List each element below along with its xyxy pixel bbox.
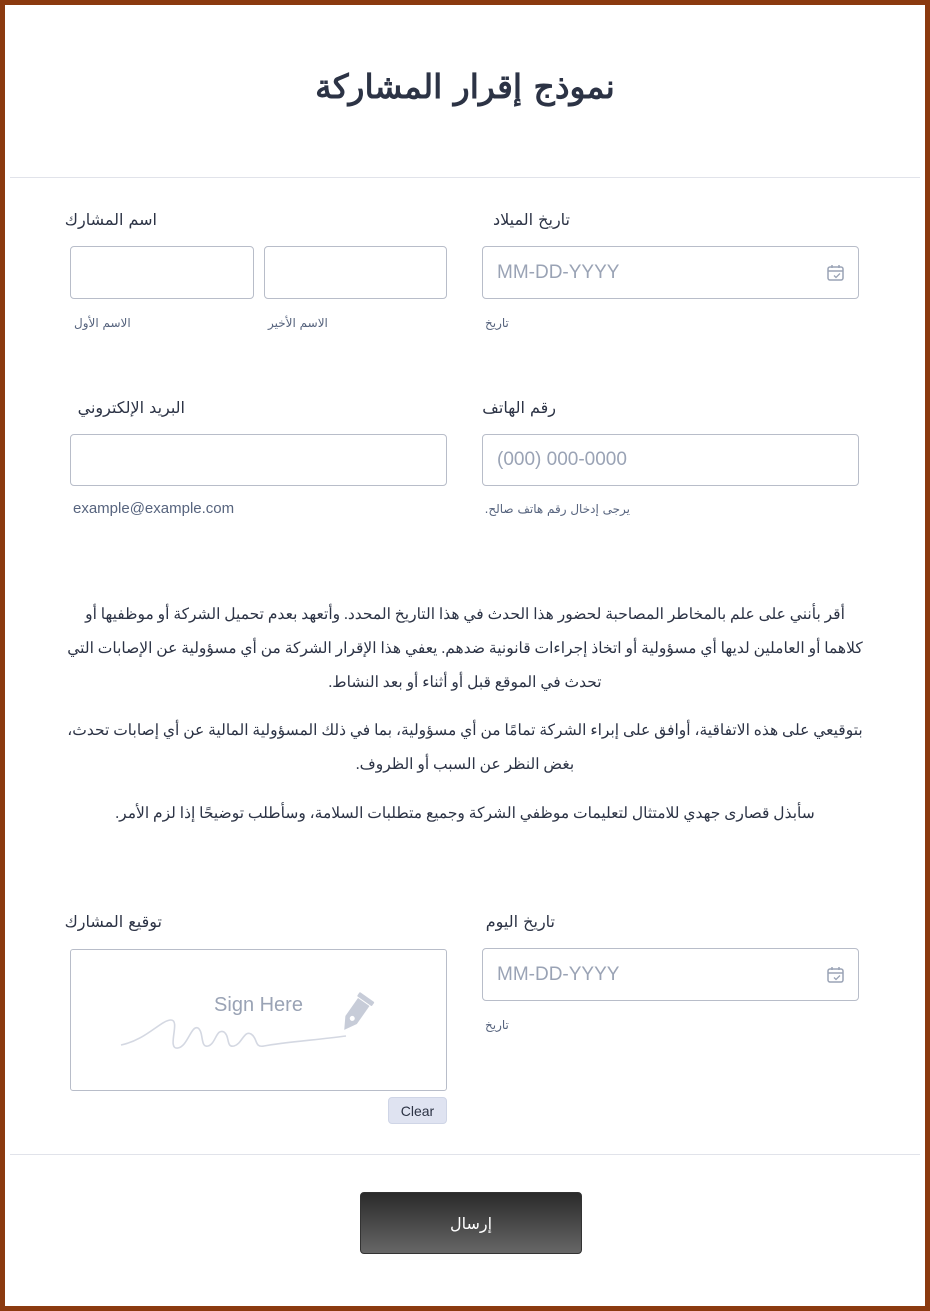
header-divider	[10, 177, 920, 178]
last-name-input[interactable]	[264, 246, 447, 299]
phone-label: رقم الهاتف	[482, 398, 556, 417]
phone-input[interactable]	[482, 434, 859, 486]
first-name-input[interactable]	[70, 246, 254, 299]
submit-button[interactable]: إرسال	[360, 1192, 582, 1254]
page-title: نموذج إقرار المشاركة	[315, 67, 615, 106]
today-date-sublabel: تاريخ	[485, 1018, 509, 1032]
waiver-paragraph-3: سأبذل قصارى جهدي للامتثال لتعليمات موظفي الشركة وجميع متطلبات السلامة، وسأطلب توضيحًا إذا لزم الأمر.	[115, 805, 815, 822]
signature-scribble-icon	[116, 990, 406, 1060]
signature-label: توقيع المشارك	[64, 912, 162, 931]
last-name-sublabel: الاسم الأخير	[268, 316, 328, 330]
waiver-paragraph-1: أقر بأنني على علم بالمخاطر المصاحبة لحضور هذا الحدث في هذا التاريخ المحدد. وأتعهد بعدم تحميل الشركة أو موظفيها أو كلاهما أو العاملين لديها أي مسؤولية أو اتخاذ إجراءات قانونية ضدهم. يعفي هذا الإقرار الشركة من أي مسؤولية عن الإصابات التي تحدث في الموقع قبل أو أثناء أو بعد النشاط.	[67, 606, 863, 691]
clear-signature-button[interactable]: Clear	[388, 1097, 447, 1124]
signature-placeholder-text: Sign Here	[214, 994, 303, 1016]
email-label: البريد الإلكتروني	[77, 398, 185, 417]
waiver-paragraph-2: بتوقيعي على هذه الاتفاقية، أوافق على إبراء الشركة تمامًا من أي مسؤولية، بما في ذلك المسؤولية المالية عن أي إصابات تحدث، بغض النظر عن السبب أو الظروف.	[67, 722, 863, 773]
birth-date-sublabel: تاريخ	[485, 316, 509, 330]
participant-name-label: اسم المشارك	[64, 210, 157, 229]
birth-date-input[interactable]	[482, 246, 859, 299]
today-date-label: تاريخ اليوم	[485, 912, 555, 931]
email-hint: example@example.com	[73, 500, 235, 517]
footer-divider	[10, 1154, 920, 1155]
today-date-input[interactable]	[482, 948, 859, 1001]
calendar-icon[interactable]	[826, 263, 846, 283]
email-input[interactable]	[70, 434, 447, 486]
signature-pad[interactable]	[70, 949, 447, 1091]
phone-hint: يرجى إدخال رقم هاتف صالح.	[484, 502, 630, 516]
birth-date-label: تاريخ الميلاد	[493, 210, 570, 229]
first-name-sublabel: الاسم الأول	[74, 316, 131, 330]
calendar-icon[interactable]	[826, 965, 846, 985]
